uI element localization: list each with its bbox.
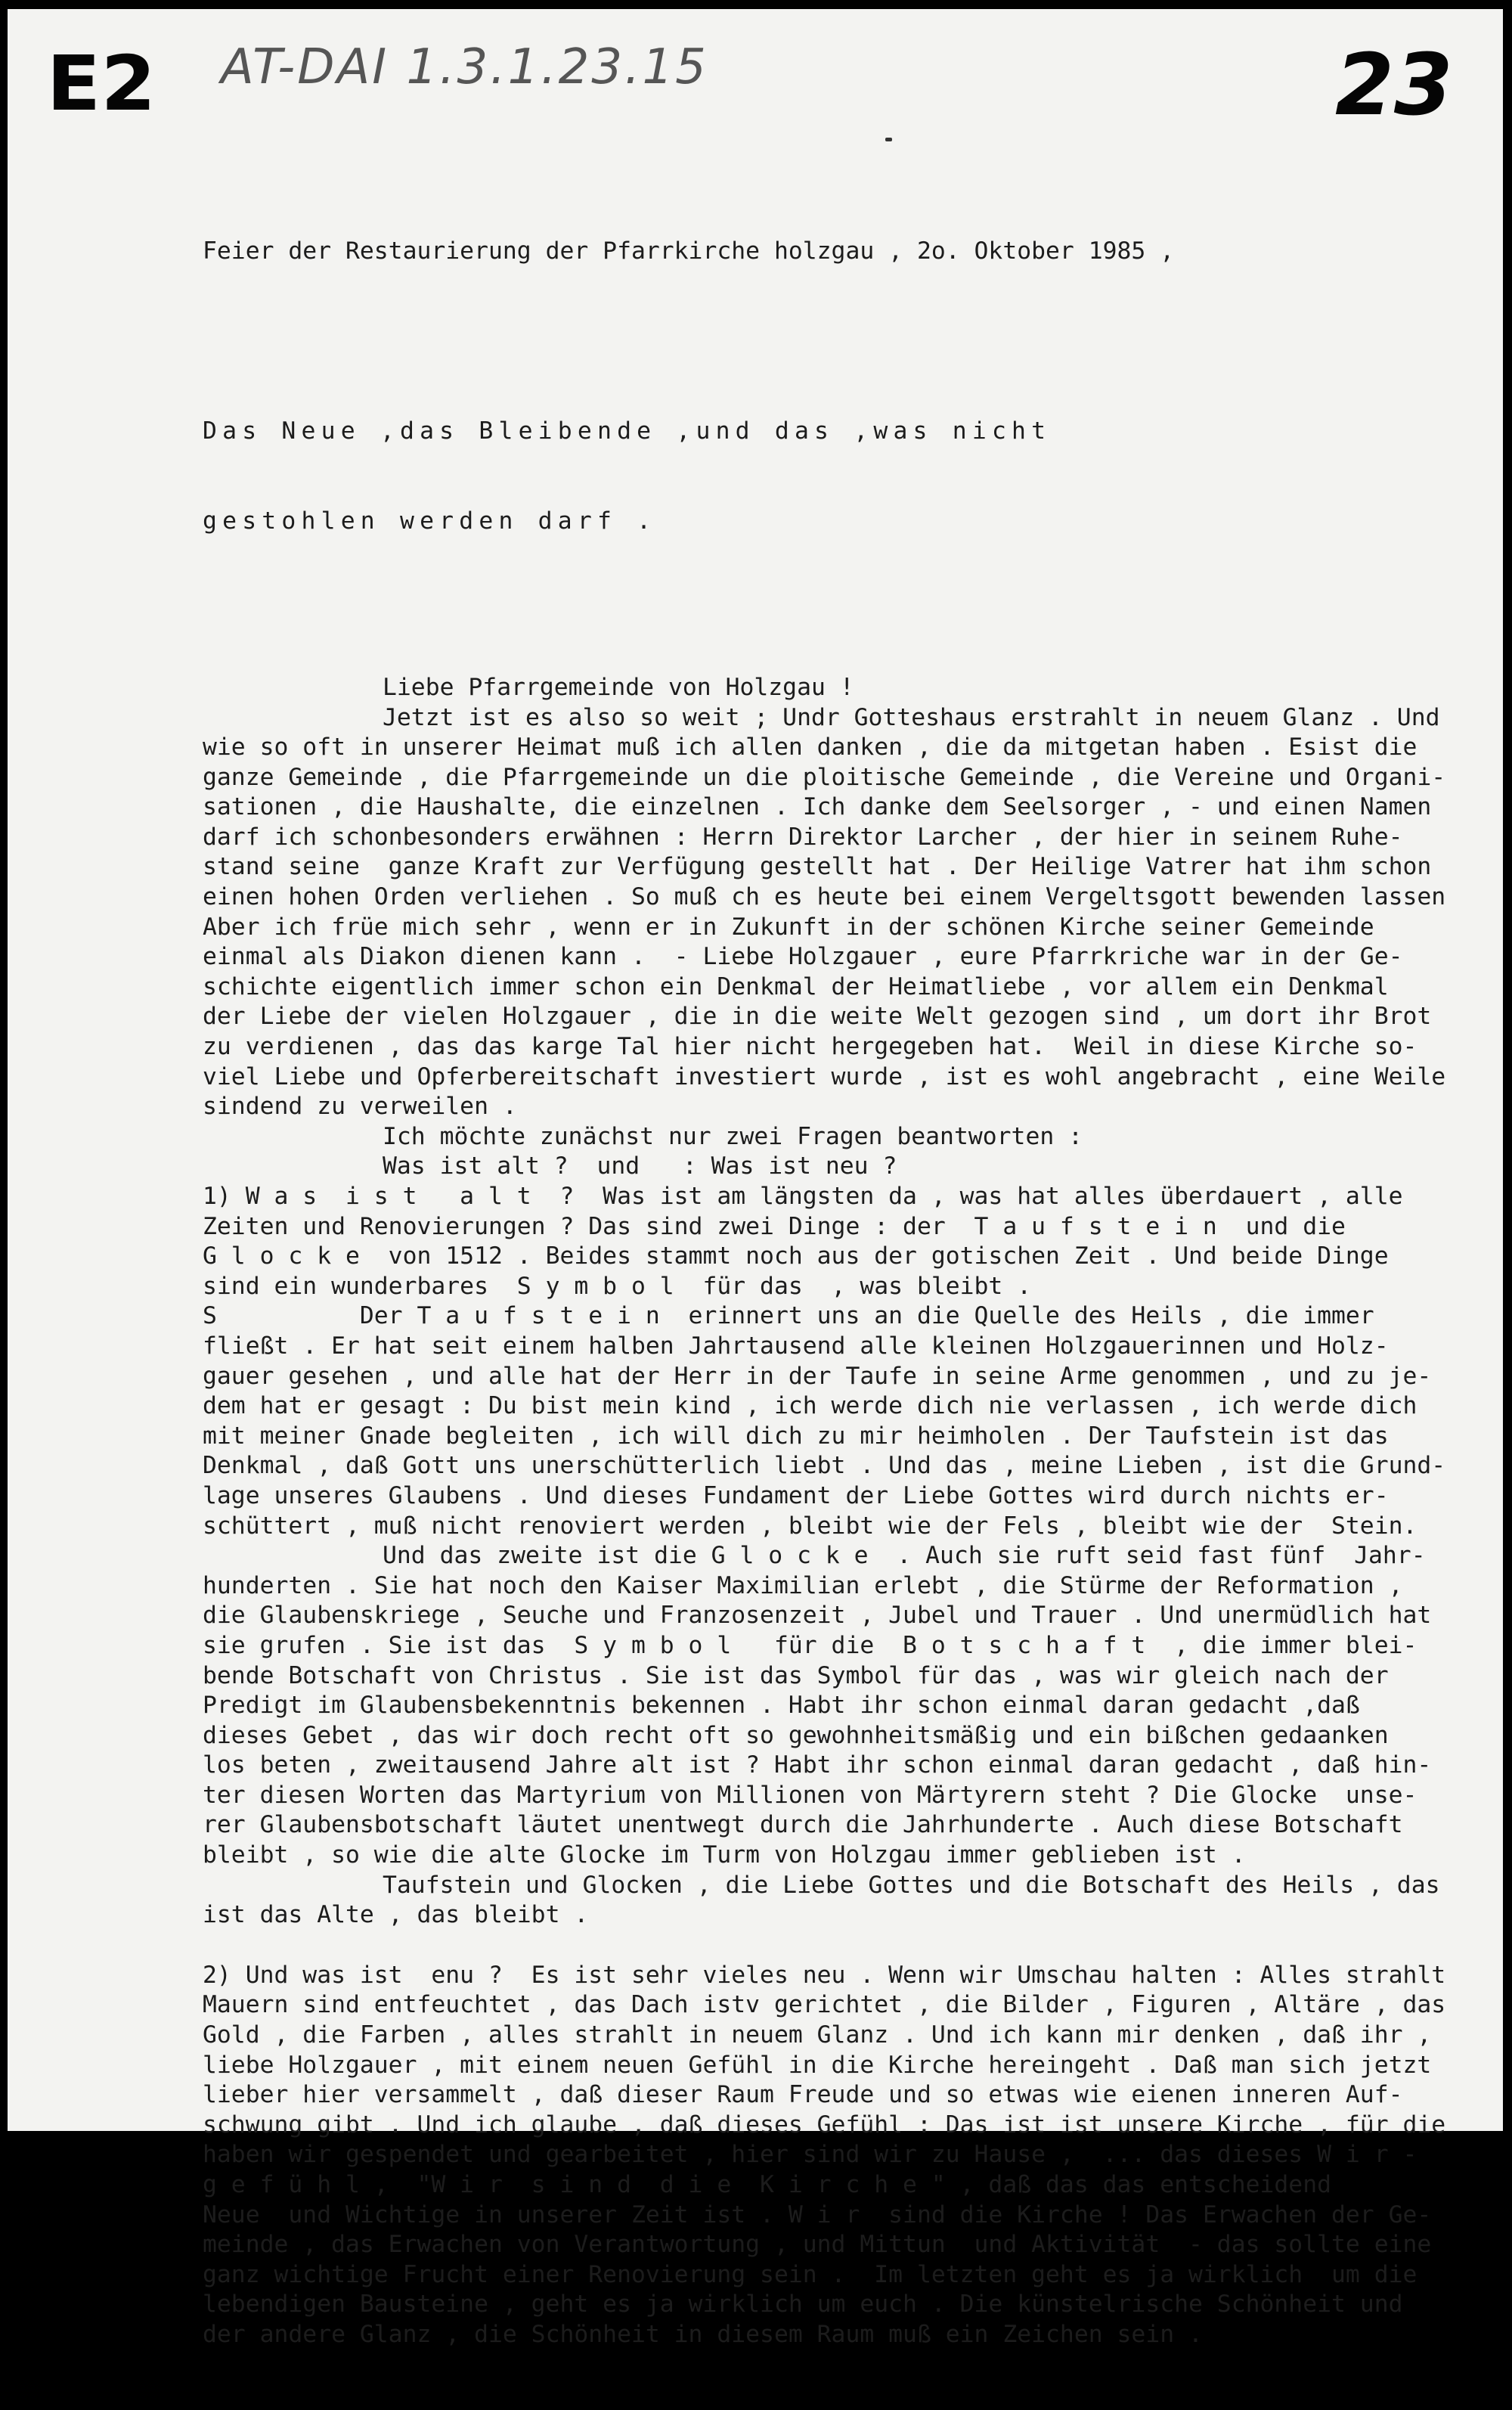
text-line: Liebe Pfarrgemeinde von Holzgau ! — [383, 673, 854, 701]
text-line: schwung gibt . Und ich glaube , daß dieses Gefühl : Das ist ist unsere Kirche , für die — [203, 2111, 1446, 2139]
page-number-left: E2 — [46, 39, 156, 128]
document-title: Feier der Restaurierung der Pfarrkirche holzgau , 2o. Oktober 1985 , — [203, 237, 1175, 265]
text-line: schüttert , muß nicht renoviert werden , bleibt wie der Fels , bleibt wie der Stein. — [203, 1512, 1418, 1540]
text-line: rer Glaubensbotschaft läutet unentwegt durch die Jahrhunderte . Auch diese Botschaft — [203, 1811, 1403, 1839]
archive-reference: AT-DAI 1.3.1.23.15 — [221, 39, 708, 95]
text-line: sationen , die Haushalte, die einzelnen . Ich danke dem Seelsorger , - und einen Namen — [203, 793, 1432, 821]
text-line: Neue und Wichtige in unserer Zeit ist . W i r sind die Kirche ! Das Erwachen der Ge- — [203, 2201, 1432, 2229]
text-line: lage unseres Glaubens . Und dieses Fundament der Liebe Gottes wird durch nichts er- — [203, 1481, 1389, 1509]
text-line: ist das Alte , das bleibt . — [203, 1901, 589, 1929]
text-line: g e f ü h l , "W i r s i n d d i e K i r c h e " , daß das das entscheidend — [203, 2171, 1332, 2198]
text-line: dieses Gebet , das wir doch recht oft so gewohnheitsmäßig und ein bißchen gedaanken — [203, 1721, 1389, 1749]
text-line: Was ist alt ? und : Was ist neu ? — [383, 1152, 897, 1180]
page-number-right: 23 — [1335, 36, 1453, 135]
text-line: S Der T a u f s t e i n erinnert uns an die Quelle des Heils , die immer — [203, 1302, 1374, 1330]
text-line: sind ein wunderbares S y m b o l für das , was bleibt . — [203, 1272, 1032, 1300]
text-line: sindend zu verweilen . — [203, 1093, 517, 1121]
text-line: viel Liebe und Opferbereitschaft investiert wurde , ist es wohl angebracht , eine Weile — [203, 1062, 1446, 1090]
text-line: sie grufen . Sie ist das S y m b o l für die B o t s c h a f t , die immer blei- — [203, 1631, 1418, 1659]
document-body — [203, 177, 1499, 2410]
text-line: schichte eigentlich immer schon ein Denkmal der Heimatliebe , vor allem ein Denkmal — [203, 972, 1389, 1000]
text-line: wie so oft in unserer Heimat muß ich allen danken , die da mitgetan haben . Esist die — [203, 734, 1418, 761]
text-line: der andere Glanz , die Schönheit in diesem Raum muß ein Zeichen sein . — [203, 2320, 1203, 2348]
text-line: hunderten . Sie hat noch den Kaiser Maximilian erlebt , die Stürme der Reformation , — [203, 1571, 1403, 1599]
text-line: lieber hier versammelt , daß dieser Raum Freude und so etwas wie eienen inneren Auf- — [203, 2081, 1403, 2109]
text-line: ganze Gemeinde , die Pfarrgemeinde un die ploitische Gemeinde , die Vereine und Organi- — [203, 763, 1446, 791]
text-line: haben wir gespendet und gearbeitet , hier sind wir zu Hause , ... das dieses W i r - — [203, 2141, 1418, 2169]
text-line: Denkmal , daß Gott uns unerschütterlich liebt . Und das , meine Lieben , ist die Grund- — [203, 1452, 1446, 1480]
text-line: stand seine ganze Kraft zur Verfügung gestellt hat . Der Heilige Vatrer hat ihm schon — [203, 853, 1432, 881]
paragraph-gap — [203, 1931, 1499, 1961]
subtitle-line: Das Neue ,das Bleibende ,und das ,was nicht — [203, 417, 1052, 445]
text-line: einmal als Diakon dienen kann . - Liebe Holzgauer , eure Pfarrkriche war in der Ge- — [203, 943, 1403, 971]
text-line: ter diesen Worten das Martyrium von Millionen von Märtyrern steht ? Die Glocke unse- — [203, 1781, 1418, 1809]
text-line: Taufstein und Glocken , die Liebe Gottes und die Botschaft des Heils , das — [383, 1871, 1440, 1899]
text-line: Und das zweite ist die G l o c k e . Auch sie ruft seid fast fünf Jahr- — [383, 1542, 1426, 1570]
text-line: dem hat er gesagt : Du bist mein kind , ich werde dich nie verlassen , ich werde dich — [203, 1392, 1418, 1420]
text-line: 1) W a s i s t a l t ? Was ist am längsten da , was hat alles überdauert , alle — [203, 1183, 1403, 1210]
text-line: Ich möchte zunächst nur zwei Fragen beantworten : — [383, 1122, 1083, 1150]
text-line: liebe Holzgauer , mit einem neuen Gefühl in die Kirche hereingeht . Daß man sich jetzt — [203, 2051, 1432, 2079]
text-line: meinde , das Erwachen von Verantwortung , und Mittun und Aktivität - das sollte eine — [203, 2231, 1432, 2259]
text-line: Predigt im Glaubensbekenntnis bekennen . Habt ihr schon einmal daran gedacht ,daß — [203, 1692, 1360, 1720]
document-page — [8, 9, 1503, 2348]
text-line: Zeiten und Renovierungen ? Das sind zwei Dinge : der T a u f s t e i n und die — [203, 1212, 1346, 1240]
subtitle-line: gestohlen werden darf . — [203, 507, 657, 535]
ink-speck — [885, 138, 892, 141]
text-line: fließt . Er hat seit einem halben Jahrtausend alle kleinen Holzgauerinnen und Holz- — [203, 1332, 1389, 1360]
text-line: darf ich schonbesonders erwähnen : Herrn Direktor Larcher , der hier in seinem Ruhe- — [203, 823, 1403, 851]
text-line: einen hohen Orden verliehen . So muß ch es heute bei einem Vergeltsgott bewenden lassen — [203, 883, 1446, 911]
text-line: Jetzt ist es also so weit ; Undr Gotteshaus erstrahlt in neuem Glanz . Und — [383, 703, 1440, 731]
text-line: die Glaubenskriege , Seuche und Franzosenzeit , Jubel und Trauer . Und unermüdlich hat — [203, 1602, 1432, 1630]
text-line: Gold , die Farben , alles strahlt in neuem Glanz . Und ich kann mir denken , daß ihr , — [203, 2021, 1432, 2049]
text-line: mit meiner Gnade begleiten , ich will dich zu mir heimholen . Der Taufstein ist das — [203, 1422, 1389, 1450]
text-line: bende Botschaft von Christus . Sie ist das Symbol für das , was wir gleich nach der — [203, 1661, 1389, 1689]
text-line: zu verdienen , das das karge Tal hier nicht hergegeben hat. Weil in diese Kirche so- — [203, 1033, 1418, 1061]
text-line: lebendigen Bausteine , geht es ja wirklich um euch . Die künstelrische Schönheit und — [203, 2291, 1403, 2319]
text-line: 2) Und was ist enu ? Es ist sehr vieles neu . Wenn wir Umschau halten : Alles strahlt — [203, 1961, 1446, 1989]
text-line: bleibt , so wie die alte Glocke im Turm von Holzgau immer geblieben ist . — [203, 1841, 1246, 1869]
text-line: Aber ich früe mich sehr , wenn er in Zukunft in der schönen Kirche seiner Gemeinde — [203, 913, 1374, 941]
text-line: gauer gesehen , und alle hat der Herr in der Taufe in seine Arme genommen , und zu je- — [203, 1362, 1432, 1390]
text-line: los beten , zweitausend Jahre alt ist ? Habt ihr schon einmal daran gedacht , daß hin- — [203, 1751, 1432, 1779]
body-text — [203, 673, 1499, 2350]
text-line: der Liebe der vielen Holzgauer , die in die weite Welt gezogen sind , um dort ihr Brot — [203, 1003, 1432, 1031]
text-line: ganz wichtige Frucht einer Renovierung sein . Im letzten geht es ja wirklich um die — [203, 2260, 1418, 2288]
text-line: Mauern sind entfeuchtet , das Dach istv gerichtet , die Bilder , Figuren , Altäre , das — [203, 1991, 1446, 2019]
text-line: G l o c k e von 1512 . Beides stammt noch aus der gotischen Zeit . Und beide Dinge — [203, 1242, 1389, 1270]
